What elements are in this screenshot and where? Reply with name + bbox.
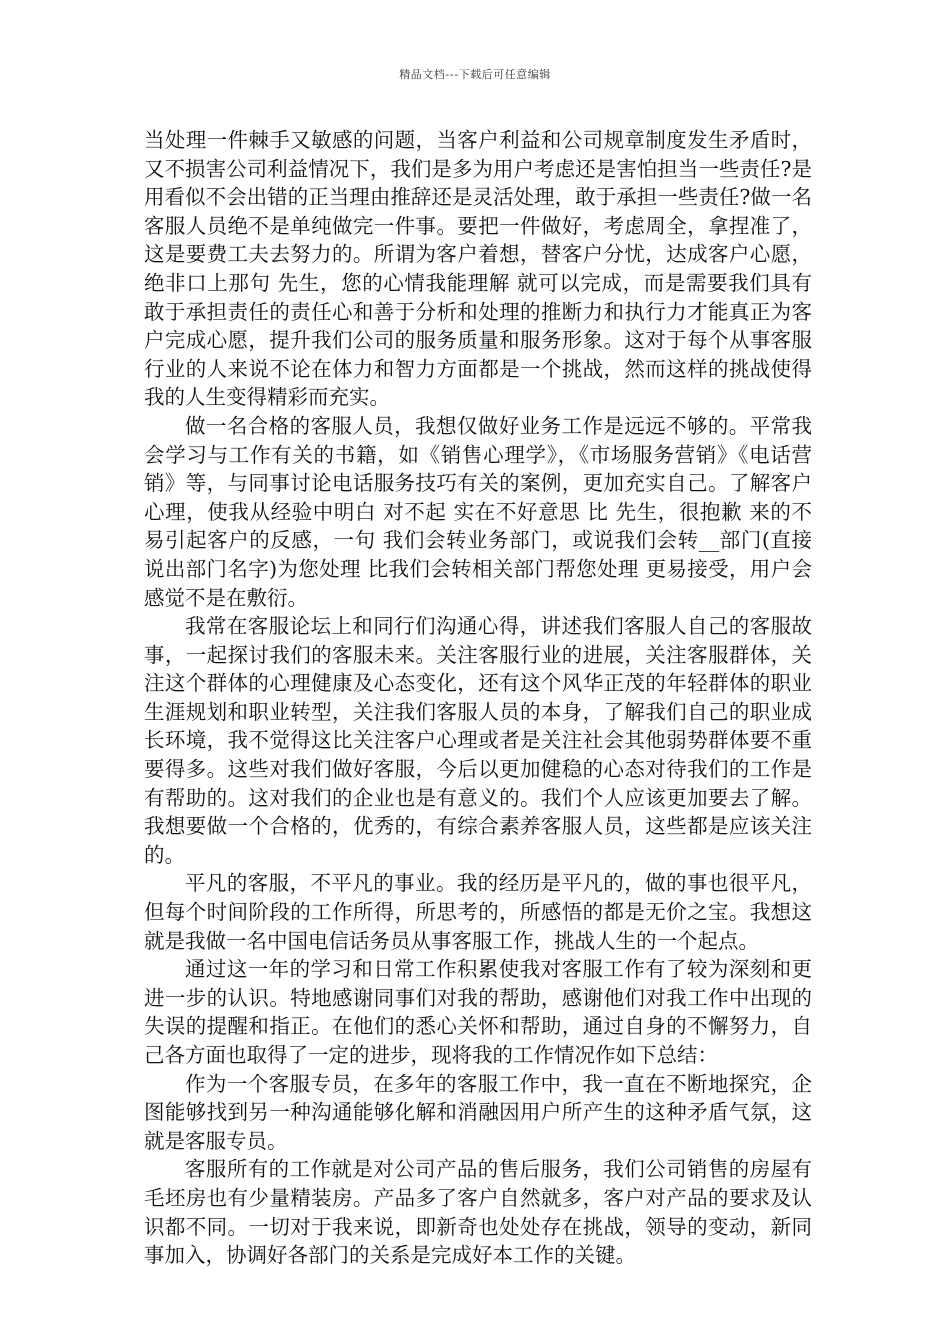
page-header: 精品文档---下载后可任意编辑 [399,68,551,81]
paragraph: 平凡的客服，不平凡的事业。我的经历是平凡的，做的事也很平凡，但每个时间阶段的工作所得，所思考的，所感悟的都是无价之宝。我想这就是我做一名中国电信话务员从事客服工作，挑战人生的一个起点。 [144,871,812,953]
paragraph: 做一名合格的客服人员，我想仅做好业务工作是远远不够的。平常我会学习与工作有关的书籍，如《销售心理学》，《市场服务营销》《电话营销》等，与同事讨论电话服务技巧有关的案例，更加充实自己。了解客户心理，使我从经验中明白 对不起 实在不好意思 比 先生，很抱歉 来的不易引起客户的反感，一句 我们会转业务部门，或说我们会转__部门(直接说出部门名字)为您处理 比我们会转相关部门帮您处理 更易接受，用户会感觉不是在敷衍。 [144,413,812,610]
paragraph: 通过这一年的学习和日常工作积累使我对客服工作有了较为深刻和更进一步的认识。特地感谢同事们对我的帮助，感谢他们对我工作中出现的失误的提醒和指正。在他们的悉心关怀和帮助，通过自身的不懈努力，自己各方面也取得了一定的进步，现将我的工作情况作如下总结： [144,957,812,1067]
document-body [144,126,812,1270]
paragraph: 当处理一件棘手又敏感的问题，当客户利益和公司规章制度发生矛盾时，又不损害公司利益情况下，我们是多为用户考虑还是害怕担当一些责任?是用看似不会出错的正当理由推辞还是灵活处理，敢于承担一些责任?做一名客服人员绝不是单纯做完一件事。要把一件做好，考虑周全，拿捏准了，这是要费工夫去努力的。所谓为客户着想，替客户分忧，达成客户心愿，绝非口上那句 先生，您的心情我能理解 就可以完成，而是需要我们具有敢于承担责任的责任心和善于分析和处理的推断力和执行力才能真正为客户完成心愿，提升我们公司的服务质量和服务形象。这对于每个从事客服行业的人来说不论在体力和智力方面都是一个挑战，然而这样的挑战使得我的人生变得精彩而充实。 [144,128,812,410]
paragraph: 客服所有的工作就是对公司产品的售后服务，我们公司销售的房屋有毛坯房也有少量精装房。产品多了客户自然就多，客户对产品的要求及认识都不同。一切对于我来说，即新奇也处处存在挑战，领导的变动，新同事加入，协调好各部门的关系是完成好本工作的关键。 [144,1157,812,1268]
paragraph: 我常在客服论坛上和同行们沟通心得，讲述我们客服人自己的客服故事，一起探讨我们的客服未来。关注客服行业的进展，关注客服群体，关注这个群体的心理健康及心态变化，还有这个风华正茂的年轻群体的职业生涯规划和职业转型，关注我们客服人员的本身，了解我们自己的职业成长环境，我不觉得这比关注客户心理或者是关注社会其他弱势群体要不重要得多。这些对我们做好客服，今后以更加健稳的心态对待我们的工作是有帮助的。这对我们的企业也是有意义的。我们个人应该更加要去了解。我想要做一个合格的，优秀的，有综合素养客服人员，这些都是应该关注的。 [144,614,812,867]
paragraph: 作为一个客服专员，在多年的客服工作中，我一直在不断地探究，企图能够找到另一种沟通能够化解和消融因用户所产生的这种矛盾气氛，这就是客服专员。 [144,1071,812,1153]
